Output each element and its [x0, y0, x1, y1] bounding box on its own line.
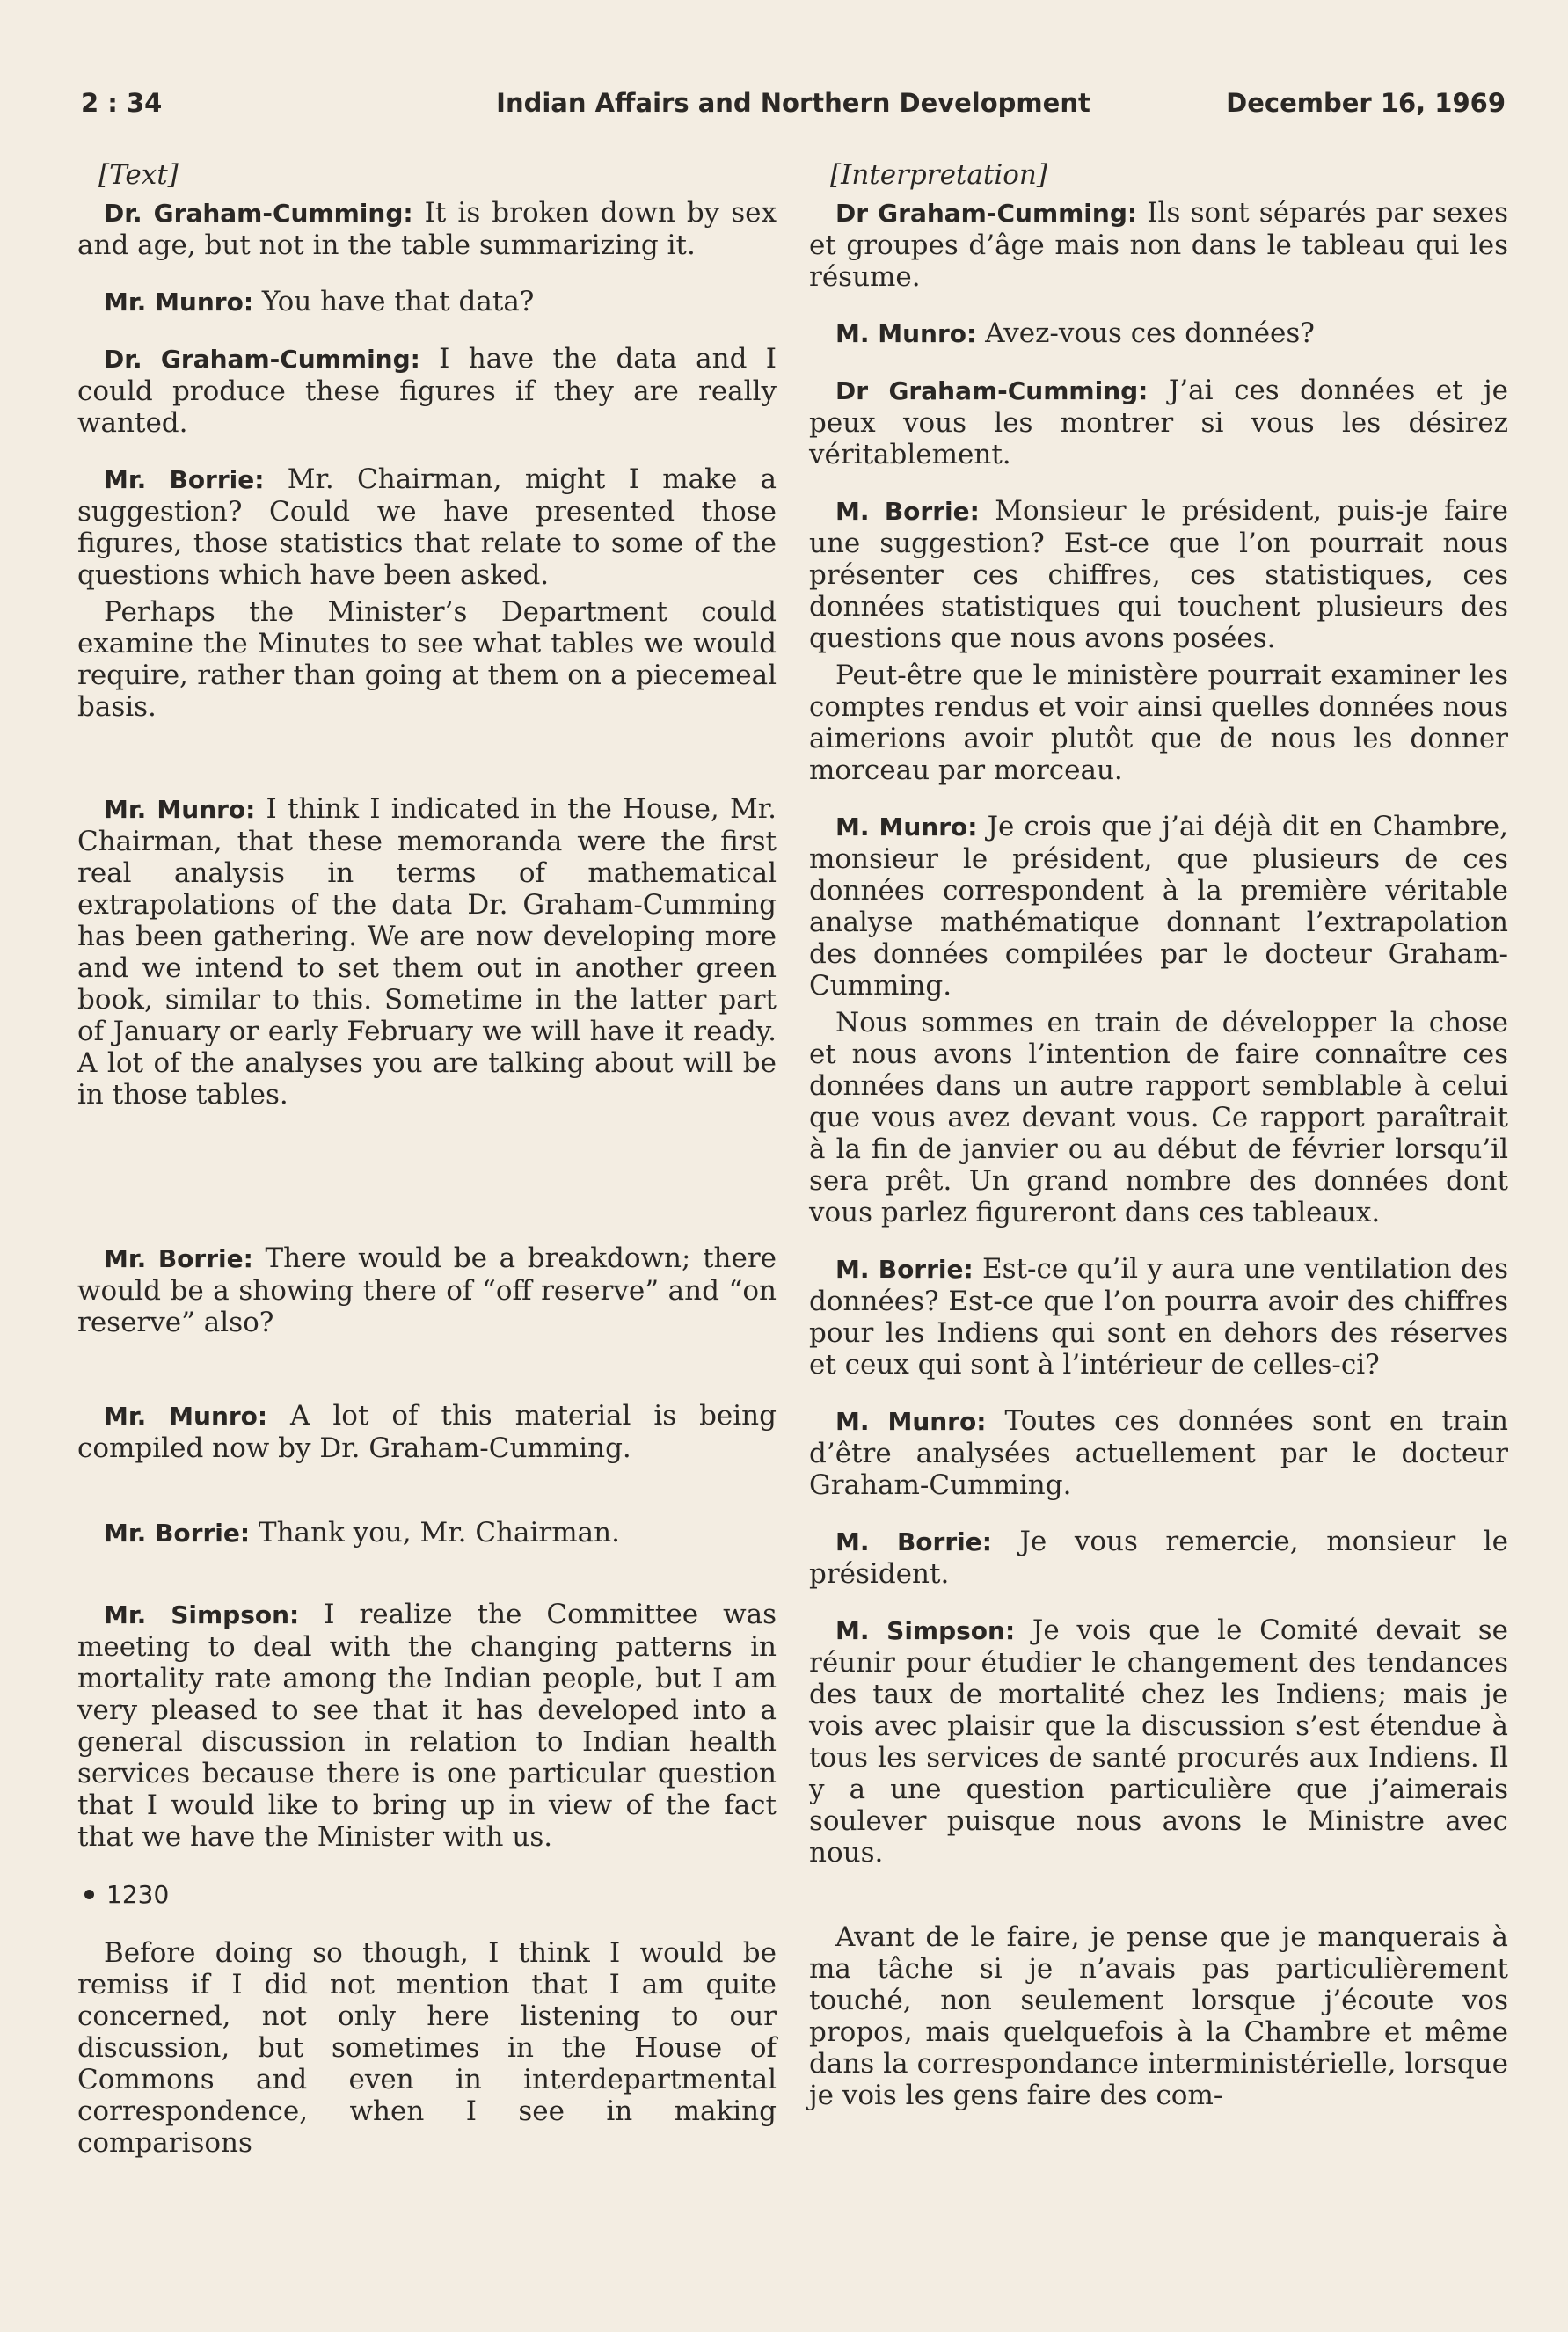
paragraph [809, 1007, 1508, 1228]
paragraph [77, 1400, 777, 1464]
paragraph [809, 317, 1508, 350]
paragraph [77, 1243, 777, 1338]
paragraph [77, 197, 777, 261]
paragraph [809, 1253, 1508, 1381]
paragraph-text: Thank you, Mr. Chairman. [250, 1517, 620, 1549]
speaker-name: Mr. Borrie: [104, 1244, 253, 1273]
speaker-name: M. Munro: [835, 1407, 987, 1436]
paragraph [809, 1526, 1508, 1590]
bullet-dot-icon [84, 1890, 94, 1899]
speaker-name: M. Simpson: [835, 1616, 1016, 1645]
paragraph-text: I realize the Committee was meeting to deal with the changing patterns in mortality rate among the Indian people, but I am very pleased to see that it has developed into a general discussion in relation to Indian health services because there is one particular question that I would like to bring up in view of the fact that we have the Minister with us. [77, 1599, 777, 1853]
paragraph [77, 596, 777, 723]
speaker-name: M. Borrie: [835, 1527, 992, 1556]
paragraph [77, 343, 777, 439]
page-number: 2 : 34 [81, 88, 163, 118]
paragraph-text: It is broken down by sex and age, but not in the table summarizing it. [77, 197, 777, 261]
speaker-name: Dr Graham-Cumming: [835, 376, 1149, 405]
paragraph-text: You have that data? [253, 286, 535, 317]
paragraph-text: Mr. Chairman, might I make a suggestion? Could we have presented those figures, those statistics that relate to some of the questions which have been asked. [77, 463, 777, 591]
paragraph-text: Ils sont séparés par sexes et groupes d’âge mais non dans le tableau qui les résume. [809, 197, 1508, 293]
paragraph [809, 1614, 1508, 1869]
english-column [77, 157, 777, 2183]
speaker-name: Dr. Graham-Cumming: [104, 345, 420, 374]
paragraph-text: Nous sommes en train de développer la chose et nous avons l’intention de faire connaître ces données dans un autre rapport semblable à celui que vous avez devant vous. Ce rapport paraîtrait à la fin de janvier ou au début de février lorsqu’il sera prêt. Un grand nombre des données dont vous parlez figureront dans ces tableaux. [809, 1007, 1508, 1228]
speaker-name: Dr. Graham-Cumming: [104, 199, 413, 228]
time-marker [77, 1877, 777, 1913]
paragraph-text: Before doing so though, I think I would be remiss if I did not mention that I am quite concerned, not only here listening to our discussion, but sometimes in the House of Commons and even in interdepartmental correspondence, when I see in making comparisons [77, 1937, 777, 2159]
speaker-name: M. Borrie: [835, 497, 980, 526]
paragraph-text: There would be a breakdown; there would be a showing there of “off reserve” and “on reserve” also? [77, 1243, 777, 1338]
paragraph-text: I think I indicated in the House, Mr. Chairman, that these memoranda were the first real analysis in terms of mathematical extrapolations of the data Dr. Graham-Cumming has been gathering. We are now developing more and we intend to set them out in another green book, similar to this. Sometime in the latter part of January or early February we will have it ready. A lot of the analyses you are talking about will be in those tables. [77, 793, 777, 1111]
speaker-name: Mr. Munro: [104, 1402, 268, 1431]
speaker-name: Mr. Munro: [104, 288, 254, 317]
speaker-name: Dr Graham-Cumming: [835, 199, 1138, 228]
paragraph-text: J’ai ces données et je peux vous les montrer si vous les désirez véritablement. [809, 375, 1508, 470]
paragraph-text: Je vois que le Comité devait se réunir pour étudier le changement des tendances des taux de mortalité chez les Indiens; mais je vois avec plaisir que la discussion s’est étendue à tous les services de santé procurés aux Indiens. Il y a une question particulière que j’aimerais soulever puisque nous avons le Ministre avec nous. [809, 1614, 1508, 1869]
paragraph [77, 286, 777, 318]
paragraph-text: Avant de le faire, je pense que je manquerais à ma tâche si je n’avais pas particulièrement touché, non seulement lorsque j’écoute vos propos, mais quelquefois à la Chambre et même dans la correspondance interministérielle, lorsque je vois les gens faire des com- [809, 1921, 1508, 2111]
paragraph [809, 811, 1508, 1002]
speaker-name: Mr. Borrie: [104, 1519, 251, 1548]
paragraph-text: A lot of this material is being compiled now by Dr. Graham-Cumming. [77, 1400, 777, 1464]
paragraph-text: Je vous remercie, monsieur le président. [809, 1526, 1508, 1590]
paragraph [77, 1599, 777, 1853]
paragraph-text: Toutes ces données sont en train d’être analysées actuellement par le docteur Graham-Cumming. [809, 1405, 1508, 1501]
paragraph [809, 375, 1508, 470]
paragraph-text: Je crois que j’ai déjà dit en Chambre, monsieur le président, que plusieurs de ces données correspondent à la première véritable analyse mathématique donnant l’extrapolation des données compilées par le docteur Graham-Cumming. [809, 811, 1508, 1002]
speaker-name: Mr. Borrie: [104, 465, 265, 494]
paragraph-text: Avez-vous ces données? [976, 317, 1315, 349]
paragraph [809, 495, 1508, 654]
paragraph [77, 1937, 777, 2159]
paragraph [809, 1921, 1508, 2111]
paragraph-text: Est-ce qu’il y aura une ventilation des données? Est-ce que l’on pourra avoir des chiffres pour les Indiens qui sont en dehors des réserves et ceux qui sont à l’intérieur de celles-ci? [809, 1253, 1508, 1381]
paragraph [809, 1405, 1508, 1501]
speaker-name: M. Munro: [835, 813, 978, 842]
paragraph-text: Perhaps the Minister’s Department could examine the Minutes to see what tables we would require, rather than going at them on a piecemeal basis. [77, 596, 777, 723]
paragraph-text: I have the data and I could produce these figures if they are really wanted. [77, 343, 777, 439]
header-date: December 16, 1969 [1226, 88, 1506, 118]
column-tag-interpretation: [Interpretation] [830, 159, 1047, 191]
speaker-name: M. Munro: [835, 319, 977, 348]
paragraph [809, 197, 1508, 293]
paragraph-text: Monsieur le président, puis-je faire une suggestion? Est-ce que l’on pourrait nous présenter ces chiffres, ces statistiques, ces données statistiques qui touchent plusieurs des questions que nous avons posées. [809, 495, 1508, 654]
page-header [81, 88, 1506, 132]
speaker-name: Mr. Munro: [104, 795, 256, 824]
french-column [809, 157, 1508, 2136]
paragraph [809, 660, 1508, 786]
paragraph-text: Peut-être que le ministère pourrait examiner les comptes rendus et voir ainsi quelles données nous aimerions avoir plutôt que de nous les donner morceau par morceau. [809, 660, 1508, 786]
paragraph [77, 1517, 777, 1549]
column-tag-text: [Text] [98, 159, 179, 191]
running-title: Indian Affairs and Northern Development [496, 88, 1090, 118]
time-marker-label: 1230 [106, 1880, 170, 1909]
speaker-name: M. Borrie: [835, 1255, 974, 1284]
speaker-name: Mr. Simpson: [104, 1600, 300, 1629]
paragraph [77, 463, 777, 591]
paragraph [77, 793, 777, 1111]
